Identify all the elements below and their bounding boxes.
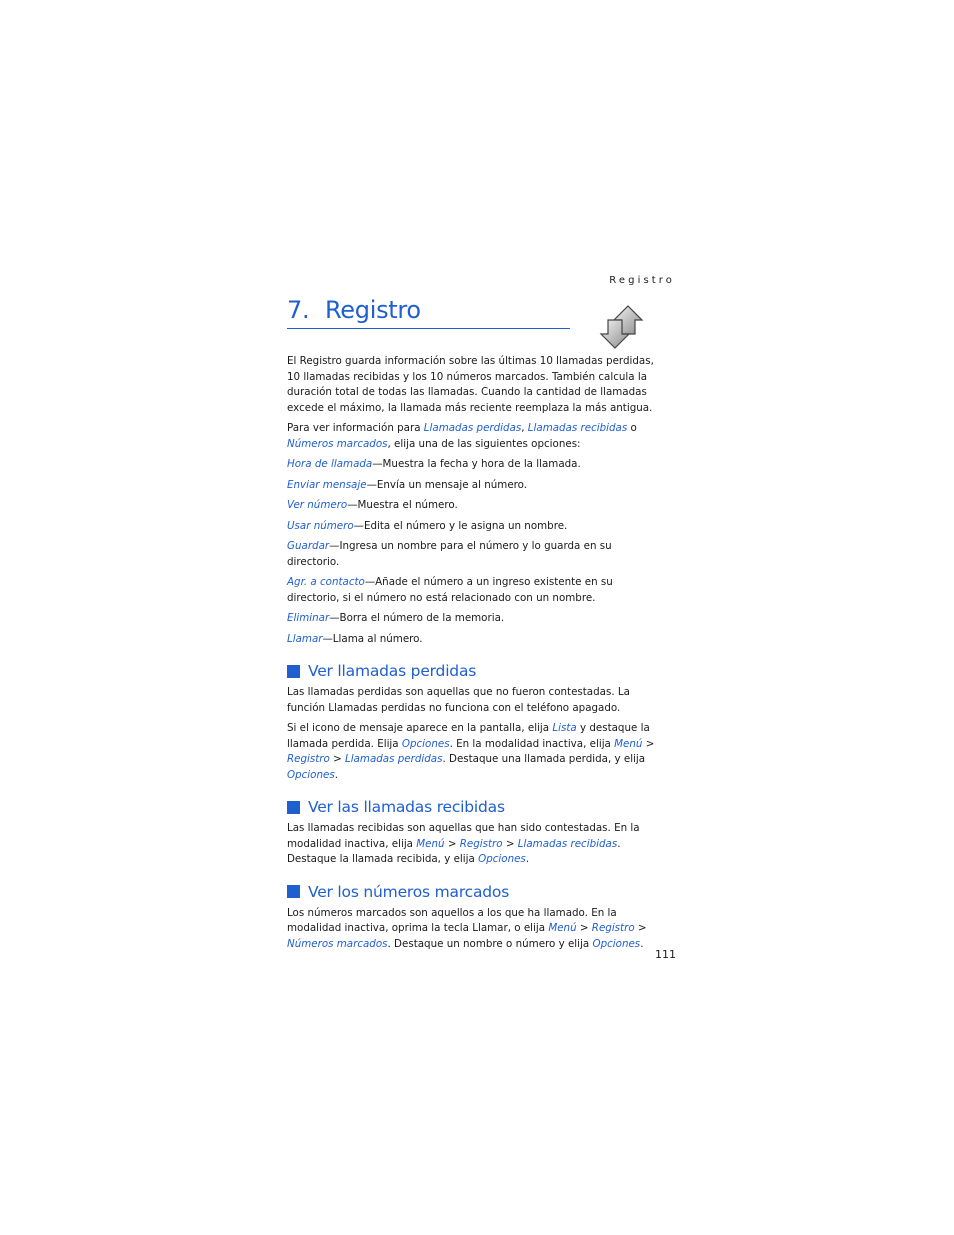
option-desc: —Borra el número de la memoria. bbox=[329, 612, 505, 624]
option-item bbox=[287, 519, 667, 535]
received-paragraph bbox=[287, 821, 667, 868]
option-item bbox=[287, 498, 667, 514]
section-title-text: Ver las llamadas recibidas bbox=[308, 798, 505, 816]
text-run: > bbox=[576, 922, 592, 934]
text-run: , elija una de las siguientes opciones: bbox=[387, 437, 581, 450]
link-opciones[interactable]: Opciones bbox=[478, 853, 526, 865]
option-term[interactable]: Hora de llamada bbox=[287, 458, 373, 470]
option-item bbox=[287, 457, 667, 473]
option-term[interactable]: Ver número bbox=[287, 499, 348, 511]
section-title-text: Ver llamadas perdidas bbox=[308, 662, 477, 680]
option-desc: —Edita el número y le asigna un nombre. bbox=[353, 519, 568, 532]
link-llamadas-recibidas[interactable]: Llamadas recibidas bbox=[517, 837, 618, 850]
link-numeros-marcados[interactable]: Números marcados bbox=[287, 437, 388, 450]
option-desc: —Ingresa un nombre para el número y lo guarda en su directorio. bbox=[287, 540, 612, 568]
page-content bbox=[287, 354, 667, 957]
option-term[interactable]: Llamar bbox=[287, 632, 323, 645]
link-lista[interactable]: Lista bbox=[552, 722, 577, 734]
options-list bbox=[287, 457, 667, 647]
text-run: > bbox=[502, 837, 518, 850]
section-title-text: Ver los números marcados bbox=[308, 882, 510, 901]
link-menu[interactable]: Menú bbox=[548, 922, 577, 934]
chapter-title bbox=[287, 294, 570, 329]
section-bullet-icon bbox=[287, 665, 300, 678]
section-bullet-icon bbox=[287, 885, 300, 898]
intro-options-lead bbox=[287, 421, 667, 452]
option-desc: —Muestra la fecha y hora de la llamada. bbox=[372, 458, 581, 470]
text-run: Las llamadas recibidas son aquellas que han sido contestadas. En la modalidad inactiva, elija bbox=[287, 822, 640, 850]
link-registro[interactable]: Registro bbox=[591, 922, 635, 934]
text-run: . Destaque un nombre o número y elija bbox=[387, 937, 593, 950]
link-opciones[interactable]: Opciones bbox=[287, 768, 335, 781]
text-run: , bbox=[521, 422, 528, 434]
running-head: Registro bbox=[609, 275, 675, 286]
option-item bbox=[287, 539, 667, 570]
link-menu[interactable]: Menú bbox=[614, 737, 643, 750]
text-run: > bbox=[329, 753, 346, 765]
link-numeros-marcados[interactable]: Números marcados bbox=[287, 937, 388, 950]
option-desc: —Envía un mensaje al número. bbox=[366, 478, 528, 491]
option-desc: —Llama al número. bbox=[322, 632, 423, 645]
text-run: Para ver información para bbox=[287, 422, 424, 434]
dialed-paragraph bbox=[287, 906, 667, 953]
option-desc: —Muestra el número. bbox=[347, 499, 458, 511]
option-term[interactable]: Guardar bbox=[287, 540, 330, 552]
option-desc: —Añade el número a un ingreso existente en su directorio, si el número no está relacionado con un nombre. bbox=[287, 576, 613, 604]
link-menu[interactable]: Menú bbox=[416, 837, 445, 850]
text-run: . Destaque una llamada perdida, y elija bbox=[442, 753, 646, 765]
link-llamadas-recibidas[interactable]: Llamadas recibidas bbox=[527, 422, 628, 434]
option-term[interactable]: Eliminar bbox=[287, 612, 330, 624]
link-opciones[interactable]: Opciones bbox=[401, 737, 450, 750]
text-run: > bbox=[642, 737, 655, 750]
link-llamadas-perdidas[interactable]: Llamadas perdidas bbox=[423, 422, 522, 434]
option-item bbox=[287, 478, 667, 494]
section-title-missed bbox=[287, 661, 667, 681]
text-run: . bbox=[525, 853, 530, 865]
section-title-received bbox=[287, 797, 667, 817]
link-registro[interactable]: Registro bbox=[459, 837, 503, 850]
chapter-title-text: Registro bbox=[325, 296, 421, 324]
page-number: 111 bbox=[655, 948, 676, 961]
call-log-arrows-icon bbox=[598, 304, 648, 350]
option-item bbox=[287, 632, 667, 648]
text-run: y destaque la llamada perdida. Elija bbox=[287, 722, 650, 750]
text-run: . bbox=[640, 937, 644, 950]
section-title-dialed bbox=[287, 882, 667, 902]
link-registro[interactable]: Registro bbox=[287, 753, 330, 765]
option-term[interactable]: Agr. a contacto bbox=[287, 576, 365, 588]
text-run: Si el icono de mensaje aparece en la pantalla, elija bbox=[287, 722, 553, 734]
section-bullet-icon bbox=[287, 801, 300, 814]
option-item bbox=[287, 575, 667, 606]
missed-instructions bbox=[287, 721, 667, 783]
text-run: > bbox=[444, 837, 460, 850]
text-run: Los números marcados son aquellos a los que ha llamado. En la modalidad inactiva, oprima la tecla Llamar, o elija bbox=[287, 906, 617, 934]
text-run: o bbox=[627, 422, 637, 434]
link-opciones[interactable]: Opciones bbox=[592, 937, 641, 950]
link-llamadas-perdidas[interactable]: Llamadas perdidas bbox=[345, 753, 443, 765]
intro-paragraph: El Registro guarda información sobre las últimas 10 llamadas perdidas, 10 llamadas recibidas y los 10 números marcados. También calcula la duración total de todas las llamadas. Cuando la cantidad de llamadas excede el máximo, la llamada más reciente reemplaza la más antigua. bbox=[287, 355, 654, 414]
missed-paragraph: Las llamadas perdidas son aquellas que no fueron contestadas. La función Llamadas perdidas no funciona con el teléfono apagado. bbox=[287, 686, 630, 714]
text-run: > bbox=[634, 922, 647, 934]
text-run: . Destaque la llamada recibida, y elija bbox=[287, 837, 621, 865]
option-item bbox=[287, 611, 667, 627]
text-run: . En la modalidad inactiva, elija bbox=[449, 737, 615, 750]
option-term[interactable]: Usar número bbox=[287, 519, 354, 532]
option-term[interactable]: Enviar mensaje bbox=[287, 478, 367, 491]
text-run: . bbox=[334, 768, 338, 781]
chapter-number: 7. bbox=[287, 296, 310, 324]
